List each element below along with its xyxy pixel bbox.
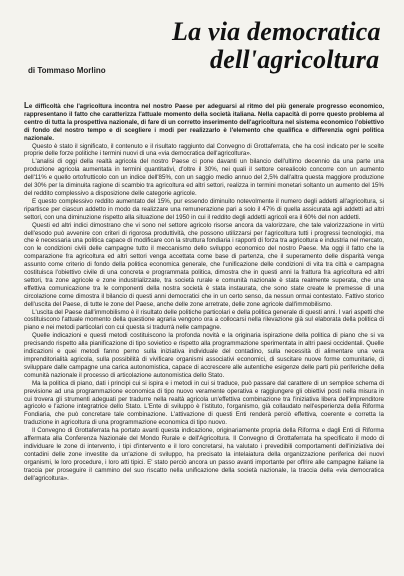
article-title [172, 18, 381, 74]
article-body [24, 102, 384, 483]
body-paragraph-8: Il Convegno di Grottaferrata ha portato avanti questa indicazione, originariamente propria della Riforma e dagli Enti di Riforma affermata alla Conferenza Nazionale del Mondo Rurale e dell'Agricoltura. Il Convegno di Grottaferrata ha specificato il modo di individuare le zone di intervento, i tipi d'intervento e il loro concretarsi, ha valutato i prevedibili comportamenti dell'iniziativa dei contadini delle zone investite da un'azione di sviluppo, ha precisato la intelaiatura della organizzazione periferica dei nuovi organismi, le loro procedure, i loro atti tipici. E' stato perciò ancora un passo avanti importante per offrire alle campagne italiane la traccia per proseguire il cammino del suo riscatto nella unificazione della società nazionale, la traccia della «via democratica dell'agricoltura». [24, 427, 384, 482]
body-paragraph-6: Quelle indicazioni e questi metodi costituiscono la profonda novità e la originaria ispirazione della politica di piano che si va precisando rispetto alla pianificazione di tipo sovietico e rispetto alla programmazione sperimentata in altri paesi occidentali. Quelle indicazioni e quei metodi fanno perno sulla iniziativa individuale del contadino, sulla necessità di alimentare una vera imprenditorialità agricola, sulla possibilità di vivificare organismi associativi economici, di suscitare nuove forme comunitarie, di sviluppare dalle campagne una carica autonomistica, capace di accrescere alle autentiche esigenze delle parti più periferiche della comunità nazionale il processo di articolazione autonomistica dello Stato. [24, 332, 384, 379]
body-paragraph-4: Questi ed altri indici dimostrano che vi sono nel settore agricolo risorse ancora da valorizzare, che tale valorizzazione in virtù dell'esodo può avvenire con criteri di rigorosa produttività, che possono utilizzarsi per l'agricoltura tutti i progressi tecnologici, ma che è necessaria una politica capace di modificare con la struttura fondiaria i rapporti di forza tra agricoltura e industria nel mercato, con le condizioni civili delle campagne tutto il meccanismo dello sviluppo economico del nostro Paese. Ma oggi il fatto che la comparazione fra agricoltura ed altri settori venga accettata come base di partenza, che il superamento delle disparità venga assunto come criterio di fondo della politica economica generale, che l'unificazione delle condizioni di vita tra città e campagna costituisca l'obiettivo civile di una concreta e programmata politica, dimostra che in questi anni la frattura fra agricoltura ed altri settori, tra zone agricole e zone industrializzate, tra società rurale e comunità nazionale è stata realmente superata, che una effettiva comunicazione tra le componenti della nostra società è stata instaurata, che sono state create le premesse di una circolazione come dimostra il bilancio di questi anni democratici che in un certo senso, da nessun ormai contestato. Fattivo storico dell'uscita del Paese, di tutte le zone del Paese, anche delle zone arretrate, delle zone agricole dall'immobilismo. [24, 221, 384, 308]
lead-paragraph [24, 102, 384, 143]
body-paragraph-7: Ma la politica di piano, dati i principi cui si ispira e i metodi in cui si traduce, può passare dal carattere di un semplice schema di previsione ad una programmazione economica di tipo nuovo veramente operativa e raggiungere gli obiettivi posti nella misura in cui trovera gli strumenti adeguati per tradurre nella realtà agricola un'effettiva combinazione tra l'iniziativa libera dell'imprenditore agricolo e l'azione integratrice dello Stato. L'Ente di sviluppo è l'istituto, l'organismo, già collaudato nell'esperienza della Riforma Fondiaria, che può concretare tale combinazione. L'attivazione di questi Enti renderà perciò effettiva, coerente e corretta la traduzione in agricoltura di una programmazione economica di tipo nuovo. [24, 379, 384, 427]
drop-cap: L [24, 101, 29, 110]
body-paragraph-1: Questo è stato il significato, il contenuto e il risultato raggiunto dal Convegno di Grottaferrata, che ha così indicato per le scelte proprie delle forze politiche i termini nuovi di una «via democratica dell'agricoltura». [24, 142, 384, 158]
title-line-2: dell'agricoltura [210, 45, 380, 74]
body-paragraph-2: L'analisi di oggi della realtà agricola del nostro Paese ci pone davanti un bilancio dell'ultimo decennio da una parte una produzione agricola aumentata in termini quantitativi, d'oltre il 30%, nei quali il settore cerealicolo concorre con un aumento dell'11% e quello ortofrutticolo con un indice dell'85%, con un saggio medio annuo del 2,5% dall'altra questa maggiore produzione del 30% per la diminuita ragione di scambio tra agricoltura ed altri settori, realizza in termini monetari soltanto un aumento del 15% del reddito complessivo a disposizione delle categorie agricole. [24, 158, 384, 197]
lead-text: e difficoltà che l'agricoltura incontra nel nostro Paese per adeguarsi al ritmo del più generale progresso economico, rappresentano il fatto che caratterizza l'attuale momento della società italiana. Nella capacità di porre questo problema al centro di tutta la prospettiva nazionale, di fare di un corretto inserimento dell'agricoltura nel sistema economico l'obiettivo di fondo del nostro tempo e di scegliere i modi per realizzarlo è l'elemento che qualifica e differenzia ogni politica nazionale. [24, 103, 384, 142]
title-block [24, 0, 382, 92]
body-paragraph-3: E questo complessivo reddito aumentato del 15%, pur essendo diminuito notevolmente il numero degli addetti all'agricoltura, si ripartisce per ciascun addetto in modo da realizzare una remunerazione pari a solo il 47% di quella assicurata agli addetti ad altri settori, con una diminuzione rispetto alla situazione del 1950 in cui il reddito degli addetti agricoli era il 60% del non addetti. [24, 197, 384, 221]
title-line-1: La via democratica [172, 17, 381, 46]
body-paragraph-5: L'uscita del Paese dall'immobilismo è il risultato delle politiche particolari e della politica generale di questi anni. I vari aspetti che costituiscono l'attuale momento della questione agraria vengono ora a collocarsi nella rilevazione già sul elaborata della politica di piano e nei metodi particolari con cui questa si tradurrà nelle campagne. [24, 308, 384, 332]
article-byline: di Tommaso Morlino [28, 66, 106, 75]
